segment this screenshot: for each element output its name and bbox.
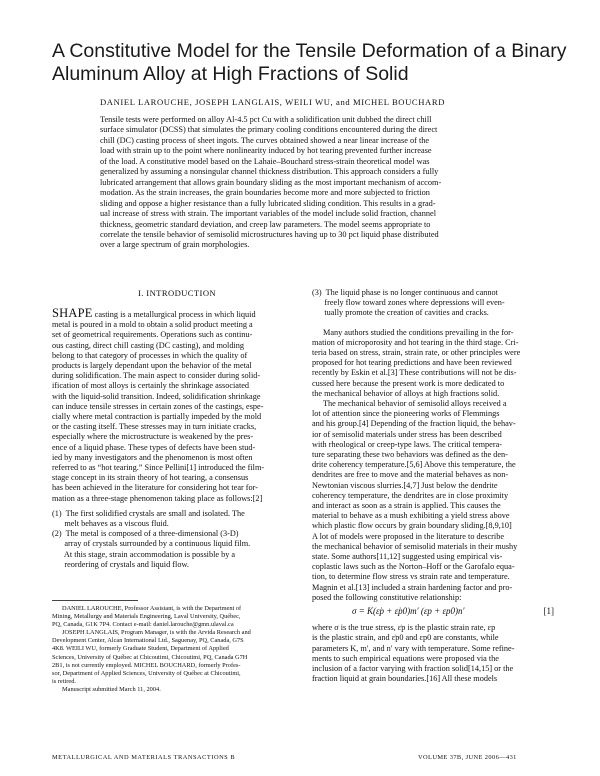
intro-line: can induce tensile stresses in certain zones of the castings, espe- (52, 401, 264, 411)
footnote-line: JOSEPH LANGLAIS, Program Manager, is with the Arvida Research and (62, 629, 251, 637)
footnote-line: Development Center, Alcan International Ltd., Saguenay, PQ, Canada, G7S (52, 637, 244, 645)
paragraph-line: where σ is the true stress, ε̇p is the plastic strain rate, εp (312, 623, 496, 633)
abstract-line: of the load. A constitutive model based on the Lahaie–Bouchard stress-strain theoretical model was (100, 156, 430, 166)
title-line: Aluminum Alloy at High Fractions of Solid (52, 63, 409, 85)
paragraph-line: is the plastic strain, and ε̇p0 and εp0 are constants, while (312, 633, 499, 643)
page-footer: VOLUME 37B, JUNE 2006—431 (418, 754, 517, 761)
footnote-line: sor, Department of Applied Sciences, University of Québec at Chicoutimi, (52, 669, 241, 677)
paragraph-line: A lot of models were proposed in the literature to describe (312, 531, 504, 541)
intro-line: stage concept in its strain theory of hot tearing, a consensus (52, 473, 249, 483)
paragraph-line: teria based on stress, strain, strain rate, or other principles were (312, 348, 521, 358)
abstract-line: chill (DC) casting process of sheet ingots. The curves obtained showed a near linear increase of the (100, 135, 430, 145)
intro-line: with the liquid-solid transition. Indeed, solidification shrinkage (52, 391, 261, 401)
abstract-line: thickness, geometric standard deviation, and creep law parameters. The model seems appropriate to (100, 219, 431, 229)
intro-line: referred to as “hot tearing.” Since Pellini[1] introduced the film- (52, 463, 265, 473)
paragraph-line: with rheological or creep-type laws. The critical tempera- (312, 439, 502, 449)
abstract-line: modation. As the strain increases, the grain boundaries become more and more subjected to friction (100, 188, 430, 198)
paragraph-line: posed the following constitutive relationship: (312, 592, 462, 602)
equation-text: σ = K(ε̇p + ε̇p0)m′ (εp + εp0)n′ (352, 606, 465, 617)
paragraph-line: recently by Eskin et al.[3] These contributions will not be dis- (312, 368, 517, 378)
list-item-line: array of crystals surrounded by a continuous liquid film. (52, 539, 251, 549)
paragraph-line: state. Some authors[11,12] suggested using empirical vis- (312, 552, 503, 562)
intro-line: during solidification. The main aspect to consider during solid- (52, 371, 261, 381)
footnote-line: DANIEL LAROUCHE, Professor Assistant, is with the Department of (62, 605, 242, 612)
paragraph-line: ture separating these two behaviors was defined as the den- (312, 450, 508, 460)
paragraph-line: tion, to determine flow stress vs strain rate and temperature. (312, 572, 510, 582)
list-item-line: reordering of crystals and liquid flow. (52, 559, 189, 569)
paragraph-line: mation of microporosity and hot tearing in the third stage. Cri- (312, 337, 519, 347)
footnote-line: is retired. (52, 677, 76, 685)
intro-line: products is largely dependant upon the behavior of the metal (52, 361, 252, 371)
abstract-line: Tensile tests were performed on alloy Al-4.5 pct Cu with a solidification unit dubbed the direct chill (100, 115, 432, 124)
intro-line: ied by many investigators and the phenomenon is most often (52, 452, 253, 462)
footnote-line: 4K8. WEILI WU, formerly Graduate Student, Department of Applied (52, 645, 229, 653)
footnotes (52, 605, 302, 694)
paragraph-line: which plastic flow occurs by grain boundary sliding.[8,9,10] (312, 521, 512, 531)
intro-line: especially where the microstructure is weakened by the pres- (52, 432, 254, 442)
intro-line: ification of most alloys is certainly the shrinkage associated (52, 381, 250, 391)
intro-first-line (52, 308, 302, 320)
paragraph-line: parameters K, m′, and n′ vary with temperature. Some refine- (312, 643, 515, 653)
abstract-line: lubricated arrangement that allows grain boundary sliding as the most important mechanism of accom- (100, 177, 442, 187)
intro-first-rest: casting is a metallurgical process in which liquid (92, 310, 256, 319)
paragraph-line: ments to such empirical equations were proposed via the (312, 653, 499, 663)
equation-1 (312, 605, 556, 620)
paragraph-line: and his group.[4] Depending of the fraction liquid, the behav- (312, 419, 516, 429)
abstract-line: sliding and oppose a higher resistance than a fully lubricated sliding condition. This results in a grad- (100, 198, 436, 208)
paragraph-line: Magnin et al.[13] included a strain hardening factor and pro- (312, 582, 513, 592)
paragraph-line: and interact as soon as a strain is applied. This causes the (312, 501, 501, 511)
title-line: A Constitutive Model for the Tensile Deformation of a Binary (52, 40, 567, 62)
abstract (100, 115, 570, 251)
footnote-line: PQ, Canada, G1K 7P4. Contact e-mail: daniel.larouche@gmn.ulaval.ca (52, 621, 234, 629)
right-column (312, 288, 556, 684)
paragraph-line: fraction liquid at grain boundaries.[16] All these models (312, 674, 498, 684)
paragraph-line: proposed for hot tearing predictions and have been reviewed (312, 358, 512, 368)
paragraph-line: drite coherency temperature.[5,6] Above this temperature, the (312, 460, 516, 470)
list-item-line: At this stage, strain accommodation is possible by a (52, 549, 236, 559)
intro-line: mation as a three-stage phenomenon taking place as follows:[2] (52, 493, 263, 503)
intro-dropcap: SHAPE (52, 308, 93, 320)
abstract-line: ual increase of stress with strain. The important variables of the model include solid fraction, channel (100, 209, 436, 219)
abstract-line: over a large spectrum of grain morphologies. (100, 240, 250, 250)
equation-number: [1] (543, 606, 554, 617)
intro-line: ous casting, direct chill casting (DC casting), and molding (52, 340, 245, 350)
intro-line: or the casting itself. These stresses may in turn initiate cracks, (52, 422, 257, 432)
paragraph-line: coherency temperature, the dendrites are in close proximity (312, 490, 509, 500)
paragraph-line: lot of attention since the pioneering works of Flemmings (312, 409, 500, 419)
paper-title (52, 40, 567, 86)
intro-line: metal is poured in a mold to obtain a solid product meeting a (52, 320, 253, 330)
paragraph-line: coplastic laws such as the Norton–Hoff or the Garofalo equa- (312, 562, 515, 572)
author-list: DANIEL LAROUCHE, JOSEPH LANGLAIS, WEILI WU, and MICHEL BOUCHARD (100, 97, 446, 107)
abstract-line: generalized by assuming a nonsingular channel thickness distribution. This approach considers a fully (100, 167, 439, 177)
intro-line: cially where metal contraction is partially impeded by the mold (52, 412, 262, 422)
footnote-divider (52, 600, 138, 601)
list-item-line: tually promote the creation of cavities and cracks. (312, 308, 489, 318)
paragraph-line: Many authors studied the conditions prevailing in the for- (323, 327, 514, 337)
abstract-line: surface simulator (DCSS) that simulates the primary cooling conditions encountered during the direct (100, 125, 438, 135)
list-item-line: (3) The liquid phase is no longer continuous and cannot (312, 288, 498, 297)
paragraph-line: cussed here because the present work is more dedicated to (312, 378, 505, 388)
footnote-line: 2B1, is not currently employed. MICHEL BOUCHARD, formerly Profes- (52, 661, 241, 669)
list-item-line: melt behaves as a viscous fluid. (52, 519, 169, 529)
left-column (52, 288, 302, 570)
paragraph-line: the mechanical behavior of semisolid materials in their mushy (312, 541, 518, 551)
footnote-line: Sciences, University of Québec at Chicoutimi, Chicoutimi, PQ, Canada G7H (52, 653, 248, 661)
paragraph-line: inclusion of a factor varying with fraction solid[14,15] or the (312, 663, 514, 673)
section-heading: I. INTRODUCTION (137, 288, 217, 298)
journal-footer: METALLURGICAL AND MATERIALS TRANSACTIONS B (52, 754, 236, 761)
paragraph-line: The mechanical behavior of semisolid alloys received a (323, 399, 507, 409)
footnote-line: Manuscript submitted March 11, 2004. (62, 685, 161, 693)
intro-line: has been achieved in the literature for considering hot tear for- (52, 483, 258, 493)
paragraph-line: dendrites are free to move and the material behaves as non- (312, 470, 509, 480)
intro-line: ence of a liquid phase. These types of defects have been stud- (52, 442, 256, 452)
paragraph-line: the mechanical behavior of alloys at high fractions solid. (312, 388, 500, 398)
paragraph-line: material to behave as a mush exhibiting a yield stress above (312, 511, 510, 521)
list-item-line: (2) The metal is composed of a three-dimensional (3-D) (52, 529, 239, 539)
list-item-line: (1) The first solidified crystals are small and isolated. The (52, 508, 245, 518)
list-item-line: freely flow toward zones where depressions will even- (312, 298, 505, 308)
intro-line: belong to that category of processes in which the quality of (52, 350, 248, 360)
abstract-line: load with strain up to the point where nonlinearity induced by hot tearing prevented further increase (100, 146, 432, 156)
paragraph-line: ior of semisolid materials under stress has been described (312, 429, 502, 439)
footnote-line: Mining, Metallurgy and Materials Engineering, Laval University, Québec, (52, 613, 241, 621)
abstract-line: correlate the tensile behavior of semisolid microstructures having up to 30 pct liquid phase distributed (100, 229, 439, 239)
intro-line: set of geometrical requirements. Operations such as continu- (52, 330, 253, 340)
paragraph-line: Newtonian viscous slurries.[4,7] Just below the dendrite (312, 480, 498, 490)
